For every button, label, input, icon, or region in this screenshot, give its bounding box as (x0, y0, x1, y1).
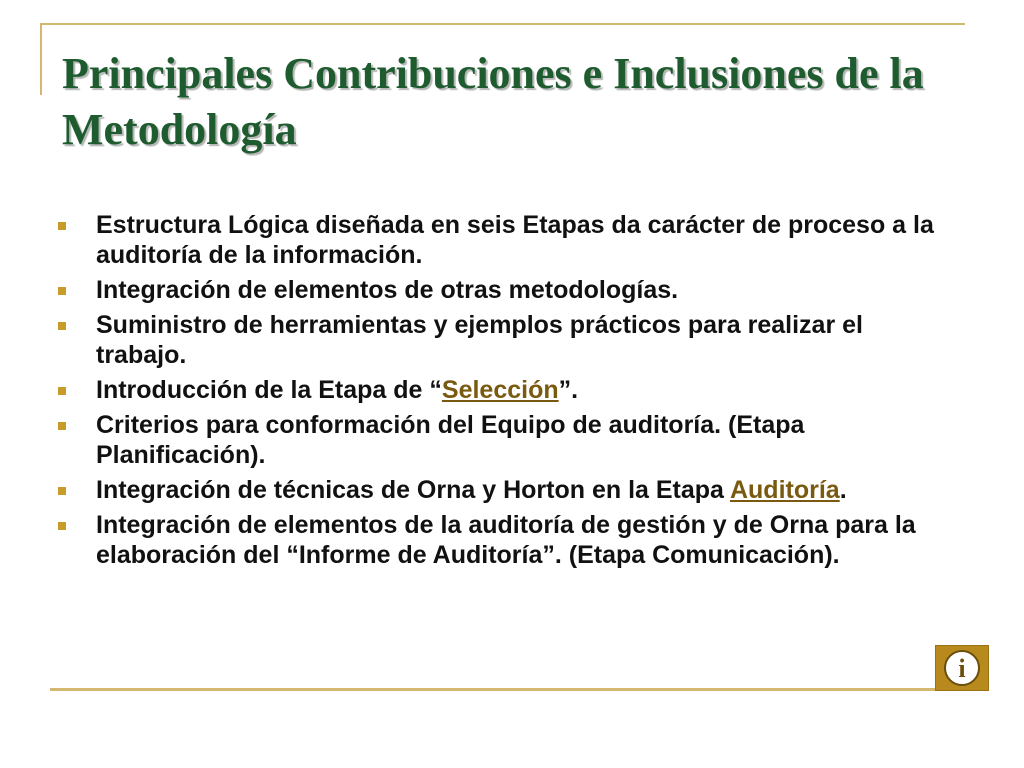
bullet-square-icon (58, 487, 66, 495)
bullet-item (54, 310, 954, 370)
top-divider (40, 23, 965, 25)
bullet-text: Suministro de herramientas y ejemplos prácticos para realizar el trabajo. (96, 311, 863, 369)
bullet-text: Integración de técnicas de Orna y Horton en la Etapa (96, 476, 730, 504)
bullet-text: . (839, 476, 847, 504)
bullet-item (54, 375, 954, 405)
auditoria-link[interactable]: Auditoría (729, 476, 840, 504)
bullet-text: Integración de elementos de la auditoría de gestión y de Orna para la elaboración del “Informe de Auditoría”. (Etapa Comunicación). (96, 511, 916, 569)
bullet-item (54, 275, 954, 305)
info-icon (942, 648, 982, 688)
bullet-text: Introducción de la Etapa de “ (96, 376, 442, 404)
bullet-list (54, 210, 954, 575)
slide-title: Principales Contribuciones e Inclusiones de la Metodología (62, 49, 924, 154)
bottom-divider (50, 688, 980, 691)
bullet-square-icon (58, 522, 66, 530)
info-button[interactable] (935, 645, 989, 691)
bullet-text: Criterios para conformación del Equipo de auditoría. (Etapa Planificación). (96, 411, 805, 469)
bullet-square-icon (58, 387, 66, 395)
bullet-text: ”. (558, 376, 579, 404)
bullet-square-icon (58, 322, 66, 330)
bullet-text: Integración de elementos de otras metodologías. (96, 276, 679, 304)
bullet-item (54, 475, 954, 505)
info-glyph: i (958, 654, 966, 683)
bullet-item (54, 210, 954, 270)
left-divider (40, 23, 42, 95)
bullet-square-icon (58, 287, 66, 295)
bullet-square-icon (58, 422, 66, 430)
seleccion-link[interactable]: Selección (441, 376, 559, 404)
bullet-item (54, 510, 954, 570)
bullet-square-icon (58, 222, 66, 230)
bullet-item (54, 410, 954, 470)
bullet-text: Estructura Lógica diseñada en seis Etapas da carácter de proceso a la auditoría de la información. (96, 211, 934, 269)
